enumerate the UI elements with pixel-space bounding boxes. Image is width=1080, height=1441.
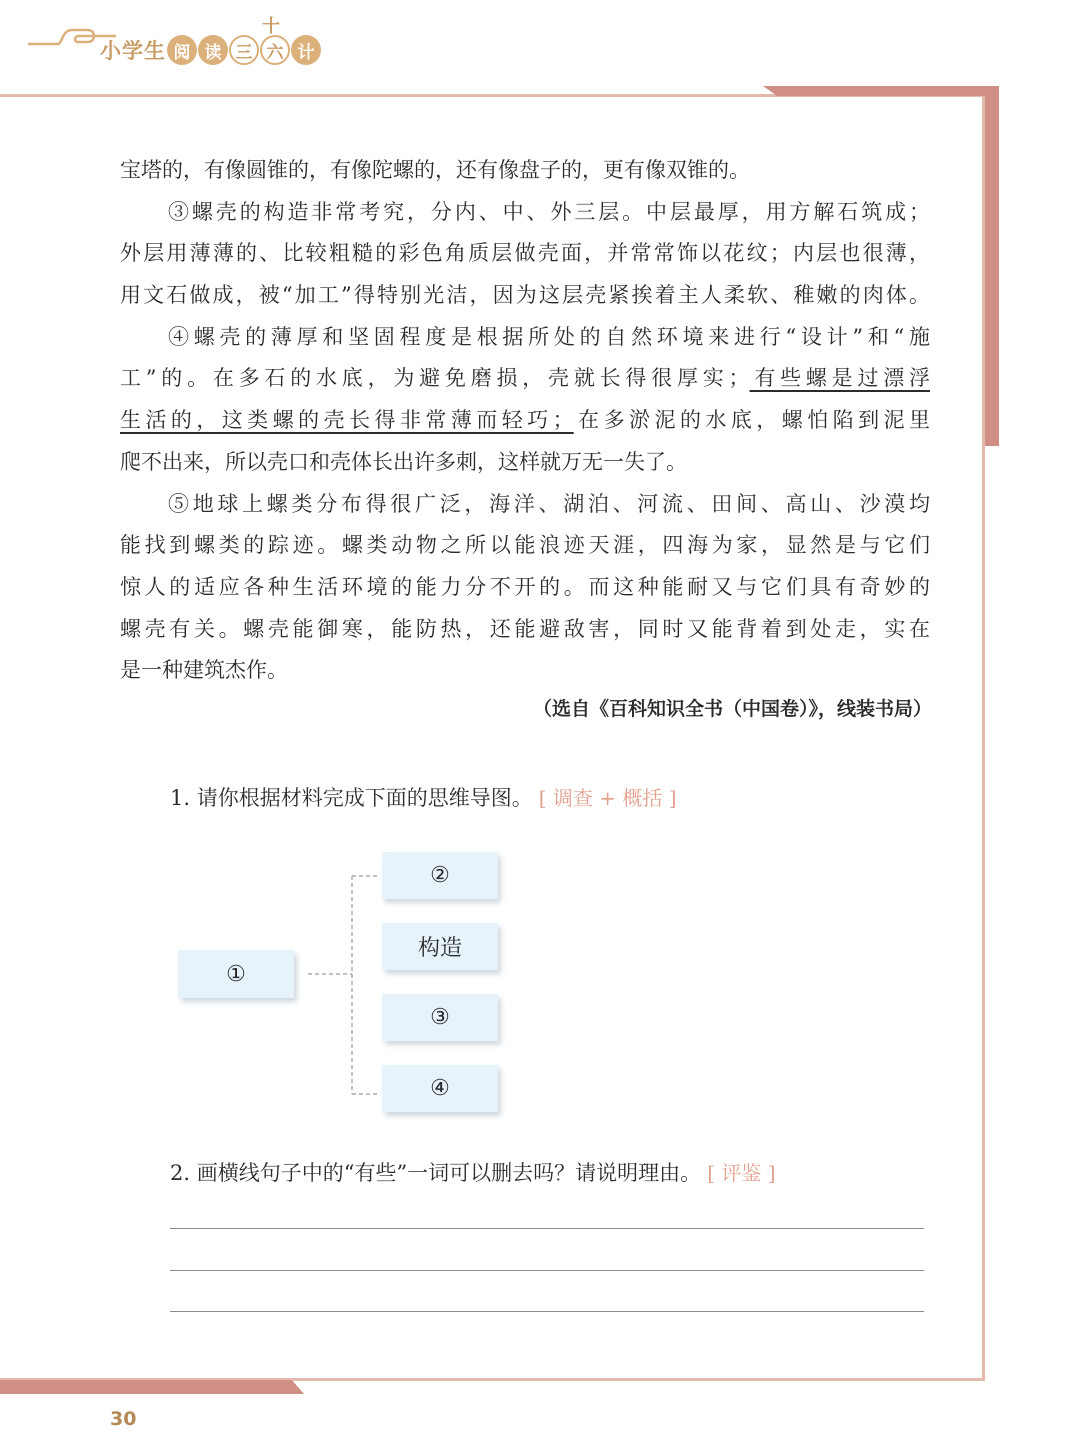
underlined-sentence-part-2: 生活的，这类螺的壳长得非常薄而轻巧； [120,408,574,433]
mind-map-root-blank[interactable]: ① [178,950,294,998]
question-1-skill-tag: [ 调查 + 概括 ] [538,786,677,810]
question-2 [170,1157,776,1187]
text-line: ③螺壳的构造非常考究，分内、中、外三层。中层最厚，用方解石筑成； [168,199,930,224]
corner-tab-top [763,86,999,96]
mind-map-branch-blank-3[interactable]: ③ [382,994,498,1041]
mind-map-branch-blank-4[interactable]: ④ [382,1065,498,1112]
answer-line-1[interactable] [170,1228,924,1229]
series-title-char-2: 读 [198,35,228,65]
text-line-mixed [120,400,930,442]
text-line: 用文石做成，被“加工”得特别光洁，因为这层壳紧挨着主人柔软、稚嫩的肉体。 [120,283,930,308]
question-2-text: 2. 画横线句子中的“有些”一词可以删去吗？请说明理由。 [170,1161,702,1185]
series-title-char-1: 阅 [167,35,197,65]
text-line: ④螺壳的薄厚和坚固程度是根据所处的自然环境来进行“设计”和“施 [168,324,930,349]
series-title-superscript: 十 [262,16,280,37]
text-line: ⑤地球上螺类分布得很广泛，海洋、湖泊、河流、田间、高山、沙漠均 [168,491,930,516]
text-line: 螺壳有关。螺壳能御寒，能防热，还能避敌害，同时又能背着到处走，实在 [120,616,930,641]
underlined-sentence-part-1: 有些螺是过漂浮 [749,366,930,391]
text-line: 爬不出来，所以壳口和壳体长出许多刺，这样就万无一失了。 [120,449,687,474]
question-1-text: 1. 请你根据材料完成下面的思维导图。 [170,786,533,810]
text-segment: 在多淤泥的水底，螺怕陷到泥里 [573,408,930,433]
question-1 [170,782,677,812]
page-number: 30 [110,1408,137,1430]
corner-tab-bottom [0,1380,304,1394]
text-line: 宝塔的，有像圆锥的，有像陀螺的，还有像盘子的，更有像双锥的。 [120,158,750,182]
series-title-char-5: 计 [291,35,321,65]
answer-line-3[interactable] [170,1311,924,1312]
page-header [0,0,1080,80]
source-citation: （选自《百科知识全书（中国卷）》，线装书局） [532,698,932,720]
answer-line-2[interactable] [170,1270,924,1271]
series-title-plain: 小学生 [100,39,166,63]
text-line: 是一种建筑杰作。 [120,658,288,683]
series-title-char-4: 六 [260,35,290,65]
mind-map-connector-lines [296,860,386,1110]
corner-tab-right [985,86,999,446]
text-segment: 工”的。在多石的水底，为避免磨损，壳就长得很厚实； [120,366,750,391]
text-line: 惊人的适应各种生活环境的能力分不开的。而这种能耐又与它们具有奇妙的 [120,574,930,599]
question-2-skill-tag: [ 评鉴 ] [707,1161,776,1185]
article-text [120,150,930,692]
mind-map-branch-blank-2[interactable]: ② [382,852,498,899]
series-title-char-3: 三 [229,35,259,65]
text-line: 外层用薄薄的、比较粗糙的彩色角质层做壳面，并常常饰以花纹；内层也很薄， [120,241,930,266]
mind-map-branch-structure: 构造 [382,923,498,970]
text-line-mixed [120,358,930,400]
series-title [100,30,321,70]
text-line: 能找到螺类的踪迹。螺类动物之所以能浪迹天涯，四海为家，显然是与它们 [120,533,930,558]
